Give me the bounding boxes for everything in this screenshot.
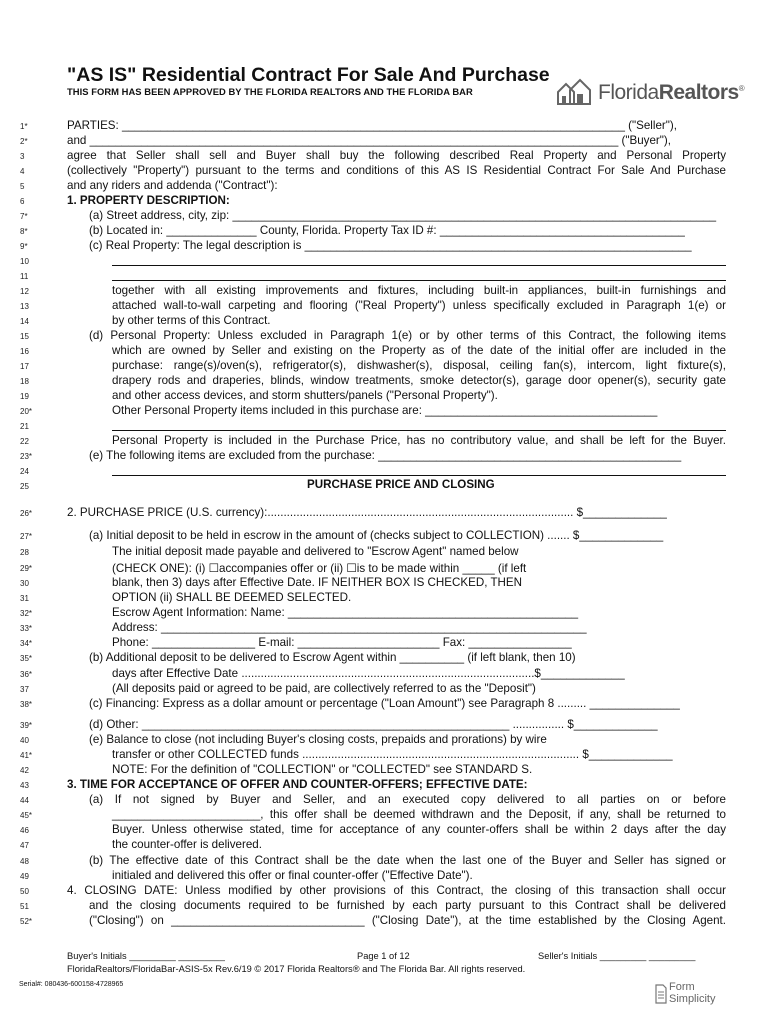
line-number: 26*	[20, 509, 33, 518]
line-number: 43	[20, 781, 29, 790]
contract-line-5: and any riders and addenda ("Contract"):	[67, 179, 278, 192]
line-number: 11	[20, 272, 29, 281]
contract-line-33: Address: __________________________________________________________________	[112, 621, 587, 634]
line-number: 29*	[20, 564, 33, 573]
line-number: 52*	[20, 917, 33, 926]
line-number: 39*	[20, 721, 33, 730]
contract-line-48: (b) The effective date of this Contract shall be the date when the last one of the Buyer and Seller has signed or	[89, 854, 726, 867]
line-number: 19	[20, 392, 29, 401]
line-number: 40	[20, 736, 29, 745]
contract-line-31: OPTION (ii) SHALL BE DEEMED SELECTED.	[112, 591, 352, 604]
line-number: 28	[20, 548, 29, 557]
contract-line-47: the counter-offer is delivered.	[112, 838, 262, 851]
line-number: 24	[20, 467, 29, 476]
line-number: 33*	[20, 624, 33, 633]
line-number: 10	[20, 257, 29, 266]
line-number: 1*	[20, 122, 28, 131]
line-number: 47	[20, 841, 29, 850]
sellers-initials-field[interactable]: Seller's Initials _________ _________	[538, 951, 696, 961]
line-number: 32*	[20, 609, 33, 618]
line-number: 5	[20, 182, 25, 191]
contract-line-41: transfer or other COLLECTED funds ...................................................................................... $_____________	[112, 748, 673, 761]
contract-line-7: (a) Street address, city, zip: ___________________________________________________________________________	[89, 209, 717, 222]
contract-line-14: by other terms of this Contract.	[112, 314, 271, 327]
contract-line-39: (d) Other: _________________________________________________________ ................ $_____________	[89, 718, 658, 731]
line-number: 4	[20, 167, 25, 176]
contract-line-30: blank, then 3) days after Effective Date. IF NEITHER BOX IS CHECKED, THEN	[112, 576, 523, 589]
contract-line-19: and other access devices, and storm shutters/panels ("Personal Property").	[112, 389, 498, 402]
line-number: 35*	[20, 654, 33, 663]
blank-fill-line[interactable]	[112, 280, 726, 281]
line-number: 15	[20, 332, 29, 341]
line-number: 14	[20, 317, 29, 326]
line-number: 21	[20, 422, 29, 431]
form-id-copyright: FloridaRealtors/FloridaBar-ASIS-5x Rev.6/19 © 2017 Florida Realtors® and The Florida Bar. All rights reserved.	[67, 964, 526, 974]
contract-line-28: The initial deposit made payable and delivered to "Escrow Agent" named below	[112, 545, 519, 558]
line-number: 31	[20, 594, 29, 603]
form-simplicity-logo	[655, 982, 725, 1012]
houses-logo-icon	[556, 78, 596, 108]
line-number: 51	[20, 902, 29, 911]
line-number: 50	[20, 887, 29, 896]
contract-line-18: drapery rods and draperies, blinds, window treatments, smoke detector(s), garage door opener(s), security gate	[112, 374, 726, 387]
contract-line-46: Buyer. Unless otherwise stated, time for acceptance of any counter-offers shall be within 2 days after the day	[112, 823, 726, 836]
contract-line-27: (a) Initial deposit to be held in escrow in the amount of (checks subject to COLLECTION) ....... $_____________	[89, 529, 664, 542]
line-number: 44	[20, 796, 29, 805]
line-number: 2*	[20, 137, 28, 146]
contract-line-35: (b) Additional deposit to be delivered to Escrow Agent within __________ (if left blank, then 10)	[89, 651, 576, 664]
approval-subtitle: THIS FORM HAS BEEN APPROVED BY THE FLORIDA REALTORS AND THE FLORIDA BAR	[67, 86, 473, 97]
brand-word-simplicity: Simplicity	[669, 993, 716, 1005]
form-simplicity-wordmark	[669, 981, 715, 1005]
contract-line-6: 1. PROPERTY DESCRIPTION:	[67, 194, 230, 207]
line-number: 48	[20, 857, 29, 866]
line-number: 45*	[20, 811, 33, 820]
line-number: 3	[20, 152, 25, 161]
contract-line-43: 3. TIME FOR ACCEPTANCE OF OFFER AND COUNTER-OFFERS; EFFECTIVE DATE:	[67, 778, 528, 791]
line-number: 7*	[20, 212, 28, 221]
line-number: 13	[20, 302, 29, 311]
document-icon	[655, 984, 667, 1004]
line-number: 16	[20, 347, 29, 356]
contract-line-3: agree that Seller shall sell and Buyer shall buy the following described Real Property and Personal Property	[67, 149, 726, 162]
contract-title: "AS IS" Residential Contract For Sale And Purchase	[67, 64, 550, 86]
contract-line-50: 4. CLOSING DATE: Unless modified by other provisions of this Contract, the closing of this transaction shall occur	[67, 884, 726, 897]
page-number: Page 1 of 12	[357, 951, 410, 961]
logo-text-florida: Florida	[598, 81, 659, 104]
line-number: 30	[20, 579, 29, 588]
contract-line-44: (a) If not signed by Buyer and Seller, and an executed copy delivered to all parties on or before	[89, 793, 726, 806]
blank-fill-line[interactable]	[112, 475, 726, 476]
contract-line-4: (collectively "Property") pursuant to the terms and conditions of this AS IS Residential Contract For Sale And Purchase	[67, 164, 726, 177]
brand-word-form: Form	[669, 981, 695, 993]
contract-line-23: (e) The following items are excluded from the purchase: _______________________________________________	[89, 449, 682, 462]
contract-line-42: NOTE: For the definition of "COLLECTION" or "COLLECTED" see STANDARD S.	[112, 763, 533, 776]
contract-line-45: _______________________, this offer shall be deemed withdrawn and the Deposit, if any, shall be returned to	[112, 808, 726, 821]
contract-line-34: Phone: ________________ E-mail: ______________________ Fax: ________________	[112, 636, 572, 649]
line-number: 41*	[20, 751, 33, 760]
logo-wordmark	[598, 81, 744, 105]
contract-line-17: purchase: range(s)/oven(s), refrigerator(s), dishwasher(s), disposal, ceiling fan(s), intercom, light fixture(s),	[112, 359, 726, 372]
line-number: 12	[20, 287, 29, 296]
line-number: 38*	[20, 700, 33, 709]
contract-line-20: Other Personal Property items included in this purchase are: ____________________________________	[112, 404, 658, 417]
line-number: 6	[20, 197, 25, 206]
contract-line-8: (b) Located in: ______________ County, Florida. Property Tax ID #: ______________________________________	[89, 224, 685, 237]
line-number: 23*	[20, 452, 33, 461]
line-number: 49	[20, 872, 29, 881]
contract-line-13: attached wall-to-wall carpeting and flooring ("Real Property") unless specifically excluded in Paragraph 1(e) or	[112, 299, 726, 312]
line-number: 27*	[20, 532, 33, 541]
line-number: 18	[20, 377, 29, 386]
contract-line-29: (CHECK ONE): (i) ☐accompanies offer or (ii) ☐is to be made within _____ (if left	[112, 562, 527, 575]
blank-fill-line[interactable]	[112, 265, 726, 266]
contract-line-16: which are owned by Seller and existing on the Property as of the date of the initial offer are included in the	[112, 344, 726, 357]
line-number: 17	[20, 362, 29, 371]
line-number: 42	[20, 766, 29, 775]
contract-line-1: PARTIES: ______________________________________________________________________________ ("Seller"),	[67, 119, 677, 132]
logo-registered-mark: ®	[738, 84, 745, 93]
contract-line-32: Escrow Agent Information: Name: _____________________________________________	[112, 606, 579, 619]
section-heading-purchase-price: PURCHASE PRICE AND CLOSING	[307, 478, 495, 491]
contract-line-38: (c) Financing: Express as a dollar amount or percentage ("Loan Amount") see Paragraph 8 ......... ______________	[89, 697, 680, 710]
logo-text-realtors: Realtors	[658, 81, 739, 104]
contract-line-40: (e) Balance to close (not including Buyer's closing costs, prepaids and prorations) by wire	[89, 733, 547, 746]
line-number: 8*	[20, 227, 28, 236]
line-number: 34*	[20, 639, 33, 648]
contract-line-9: (c) Real Property: The legal description is ____________________________________________________________	[89, 239, 692, 252]
line-number: 37	[20, 685, 29, 694]
contract-line-37: (All deposits paid or agreed to be paid, are collectively referred to as the "Deposit")	[112, 682, 536, 695]
florida-realtors-logo	[556, 78, 745, 110]
line-number: 46	[20, 826, 29, 835]
contract-line-22: Personal Property is included in the Purchase Price, has no contributory value, and shall be left for the Buyer.	[112, 434, 726, 447]
line-number: 22	[20, 437, 29, 446]
line-number: 9*	[20, 242, 28, 251]
blank-fill-line[interactable]	[112, 430, 726, 431]
contract-line-51: and the closing documents required to be furnished by each party pursuant to this Contract shall be delivered	[89, 899, 726, 912]
buyers-initials-field[interactable]: Buyer's Initials _________ _________	[67, 951, 225, 961]
contract-line-26: 2. PURCHASE PRICE (U.S. currency):............................................................................................... $_____________	[67, 506, 667, 519]
contract-line-52: ("Closing") on ______________________________ ("Closing Date"), at the time established by the Closing Agent.	[89, 914, 726, 927]
line-number: 36*	[20, 670, 33, 679]
serial-number: Serial#: 080436-600158-4728965	[19, 981, 124, 988]
contract-line-12: together with all existing improvements and fixtures, including built-in appliances, built-in furnishings and	[112, 284, 726, 297]
contract-line-49: initialed and delivered this offer or final counter-offer ("Effective Date").	[112, 869, 473, 882]
contract-line-15: (d) Personal Property: Unless excluded in Paragraph 1(e) or by other terms of this Contract, the following items	[89, 329, 726, 342]
contract-line-2: and __________________________________________________________________________________ ("Buyer"),	[67, 134, 671, 147]
contract-line-36: days after Effective Date ...........................................................................................$_____________	[112, 667, 625, 680]
line-number: 25	[20, 482, 29, 491]
line-number: 20*	[20, 407, 33, 416]
